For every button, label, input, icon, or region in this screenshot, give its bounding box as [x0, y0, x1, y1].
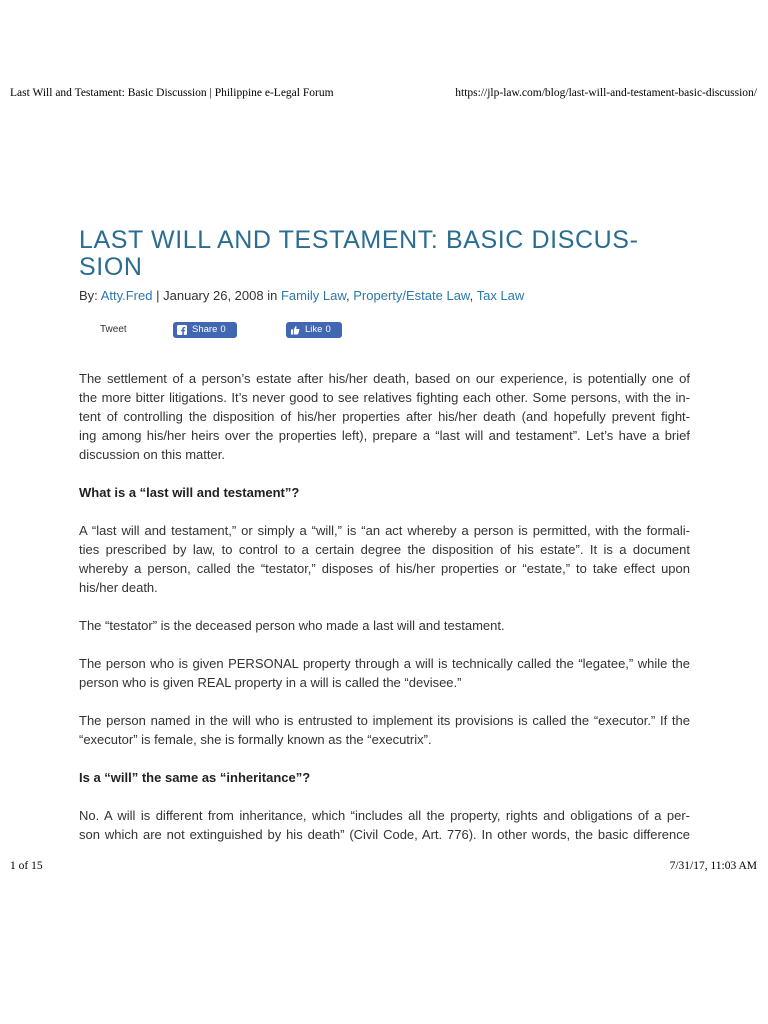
text-line: whereby a person, called the “testator,” disposes of his/her properties or “estate,” to take effect upon	[79, 561, 690, 576]
text-line: ing among his/her heirs over the properties left), prepare a “last will and testament”. Let’s have a brief	[79, 428, 690, 443]
page-indicator: 1 of 15	[10, 860, 43, 872]
paragraph-executor	[79, 711, 690, 749]
text-line: discussion on this matter.	[79, 447, 225, 462]
print-page-title: Last Will and Testament: Basic Discussion | Philippine e-Legal Forum	[10, 87, 334, 99]
text-line: son which are not extinguished by his death” (Civil Code, Art. 776). In other words, the basic difference	[79, 827, 690, 842]
share-label: Share	[192, 324, 218, 335]
section-heading: Is a “will” the same as “inheritance”?	[79, 770, 311, 785]
article-body	[79, 369, 690, 863]
category-link-family-law[interactable]: Family Law	[280, 288, 346, 303]
post-date: January 26, 2008	[163, 288, 264, 303]
paragraph-will-definition	[79, 521, 690, 597]
text-line: The person who is given PERSONAL property through a will is technically called the “legatee,” while the	[79, 656, 690, 671]
text-line: No. A will is different from inheritance, which “includes all the property, rights and obligations of a per-	[79, 808, 690, 823]
title-line: SION	[79, 253, 143, 281]
title-line: LAST WILL AND TESTAMENT: BASIC DISCUS-	[79, 226, 639, 254]
text-line: person who is given REAL property in a will is called the “devisee.”	[79, 675, 462, 690]
facebook-icon	[177, 325, 187, 335]
text-line: tent of controlling the disposition of his/her properties after his/her death (and hopefully prevent fight-	[79, 409, 690, 424]
like-label: Like	[305, 324, 323, 335]
text-line: The settlement of a person’s estate after his/her death, based on our experience, is potentially one of	[79, 371, 690, 386]
text-line: ties prescribed by law, to control to a certain degree the disposition of his estate”. It is a document	[79, 542, 690, 557]
paragraph-testator	[79, 616, 690, 635]
category-separator: ,	[346, 288, 350, 303]
print-timestamp: 7/31/17, 11:03 AM	[669, 860, 757, 872]
like-count: 0	[325, 324, 331, 335]
share-count: 0	[220, 324, 226, 335]
facebook-like-button[interactable]	[286, 322, 342, 338]
paragraph-intro	[79, 369, 690, 464]
byline	[79, 286, 524, 305]
text-line: his/her death.	[79, 580, 158, 595]
text-line: The “testator” is the deceased person who made a last will and testament.	[79, 618, 505, 633]
print-url: https://jlp-law.com/blog/last-will-and-testament-basic-discussion/	[455, 87, 757, 99]
byline-prefix: By:	[79, 288, 98, 303]
category-link-tax-law[interactable]: Tax Law	[476, 288, 525, 303]
tweet-button[interactable]: Tweet	[100, 324, 127, 335]
paragraph-legatee-devisee	[79, 654, 690, 692]
text-line: “executor” is female, she is formally known as the “executrix”.	[79, 732, 432, 747]
print-footer	[10, 859, 757, 873]
text-line: A “last will and testament,” or simply a “will,” is “an act whereby a person is permitted, with the formali-	[79, 523, 690, 538]
category-link-property-estate-law[interactable]: Property/Estate Law	[353, 288, 470, 303]
social-share-bar	[79, 322, 379, 338]
article-title	[79, 227, 699, 281]
paragraph-will-vs-inheritance	[79, 806, 690, 844]
byline-in-word: in	[267, 288, 278, 303]
thumbs-up-icon	[290, 325, 300, 335]
section-heading: What is a “last will and testament”?	[79, 485, 300, 500]
facebook-share-button[interactable]	[173, 322, 237, 338]
category-separator: ,	[469, 288, 474, 303]
print-header	[10, 86, 757, 100]
text-line: the more bitter litigations. It’s never good to see relatives fighting each other. Some persons, with the in-	[79, 390, 690, 405]
text-line: The person named in the will who is entrusted to implement its provisions is called the “executor.” If the	[79, 713, 690, 728]
byline-separator: |	[156, 288, 160, 303]
author-link[interactable]: Atty.Fred	[100, 288, 153, 303]
